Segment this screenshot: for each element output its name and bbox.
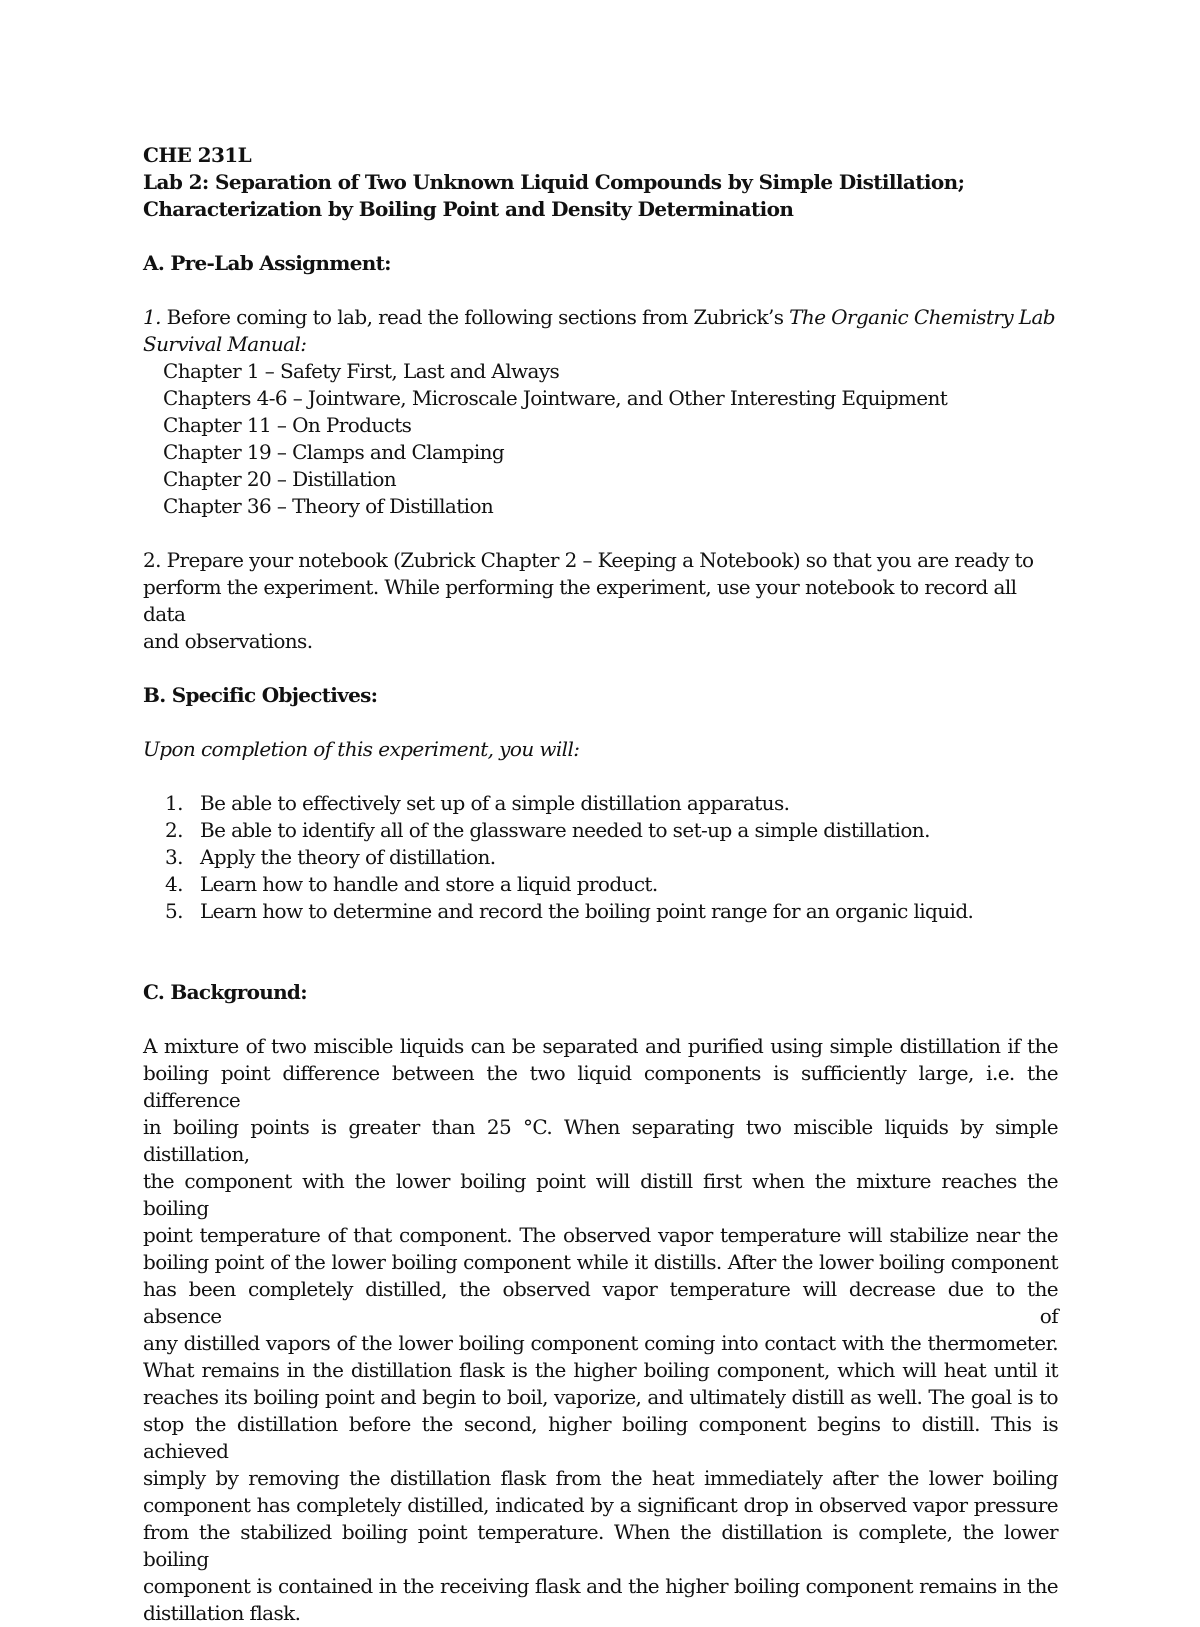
objectives-intro: Upon completion of this experiment, you will: <box>143 737 580 761</box>
objective-item <box>143 844 1058 871</box>
background-line: any distilled vapors of the lower boiling component coming into contact with the thermometer. <box>143 1331 1058 1355</box>
background-line: simply by removing the distillation flask from the heat immediately after the lower boiling <box>143 1466 1058 1490</box>
title-block <box>143 142 1058 223</box>
section-b-heading: B. Specific Objectives: <box>143 683 378 707</box>
background-paragraph <box>143 1033 1058 1627</box>
section-a-heading: A. Pre-Lab Assignment: <box>143 251 391 275</box>
objective-item <box>143 898 1058 925</box>
prelab-item-1 <box>143 304 1058 520</box>
objective-text: Learn how to handle and store a liquid product. <box>200 872 658 896</box>
background-line: has been completely distilled, the observed vapor temperature will decrease due to the absence of <box>143 1277 1058 1328</box>
chapter-item: Chapter 11 – On Products <box>163 413 412 437</box>
background-line: boiling point difference between the two liquid components is sufficiently large, i.e. the difference <box>143 1061 1058 1112</box>
objective-number: 2. <box>165 818 183 842</box>
background-line: stop the distillation before the second, higher boiling component begins to distill. This is achieved <box>143 1412 1058 1463</box>
objective-text: Learn how to determine and record the boiling point range for an organic liquid. <box>200 899 974 923</box>
background-line: reaches its boiling point and begin to boil, vaporize, and ultimately distill as well. The goal is to <box>143 1385 1058 1409</box>
chapter-list <box>143 358 1058 520</box>
background-line: boiling point of the lower boiling component while it distills. After the lower boiling component <box>143 1250 1058 1274</box>
book-title-line-2: Survival Manual: <box>143 332 307 356</box>
objective-text: Apply the theory of distillation. <box>200 845 496 869</box>
background-line: point temperature of that component. The observed vapor temperature will stabilize near the <box>143 1223 1058 1247</box>
objective-number: 5. <box>165 899 183 923</box>
background-line: component is contained in the receiving flask and the higher boiling component remains in the <box>143 1574 1058 1598</box>
prelab-item-1-number: 1. <box>143 305 161 329</box>
chapter-item: Chapters 4-6 – Jointware, Microscale Jointware, and Other Interesting Equipment <box>163 386 948 410</box>
background-line: distillation flask. <box>143 1601 301 1625</box>
course-code: CHE 231L <box>143 143 252 167</box>
prelab-item-2-line: 2. Prepare your notebook (Zubrick Chapter 2 – Keeping a Notebook) so that you are ready to <box>143 548 1034 572</box>
background-line: component has completely distilled, indicated by a significant drop in observed vapor pressure <box>143 1493 1058 1517</box>
chapter-item: Chapter 19 – Clamps and Clamping <box>163 440 505 464</box>
objective-item <box>143 790 1058 817</box>
lab-title-line-1: Lab 2: Separation of Two Unknown Liquid Compounds by Simple Distillation; <box>143 170 965 194</box>
objective-item <box>143 817 1058 844</box>
prelab-item-1-text: Before coming to lab, read the following sections from Zubrick’s <box>160 305 790 329</box>
objective-text: Be able to identify all of the glassware needed to set-up a simple distillation. <box>200 818 930 842</box>
objective-number: 1. <box>165 791 183 815</box>
background-line: from the stabilized boiling point temperature. When the distillation is complete, the lower boiling <box>143 1520 1058 1571</box>
book-title-line-1: The Organic Chemistry Lab <box>789 305 1056 329</box>
objective-item <box>143 871 1058 898</box>
objective-number: 4. <box>165 872 183 896</box>
chapter-item: Chapter 36 – Theory of Distillation <box>163 494 494 518</box>
background-line: in boiling points is greater than 25 °C. When separating two miscible liquids by simple distillation, <box>143 1115 1058 1166</box>
background-line: the component with the lower boiling point will distill first when the mixture reaches the boiling <box>143 1169 1058 1220</box>
section-c-heading: C. Background: <box>143 980 307 1004</box>
objectives-list <box>143 790 1058 925</box>
chapter-item: Chapter 1 – Safety First, Last and Always <box>163 359 560 383</box>
objective-text: Be able to effectively set up of a simple distillation apparatus. <box>200 791 790 815</box>
objective-number: 3. <box>165 845 183 869</box>
lab-title-line-2: Characterization by Boiling Point and Density Determination <box>143 197 794 221</box>
prelab-item-2-line: and observations. <box>143 629 313 653</box>
prelab-item-2 <box>143 547 1058 655</box>
prelab-item-2-line: perform the experiment. While performing the experiment, use your notebook to record all data <box>143 575 1017 626</box>
document-page <box>143 142 1058 1627</box>
background-line: A mixture of two miscible liquids can be separated and purified using simple distillation if the <box>143 1034 1058 1058</box>
chapter-item: Chapter 20 – Distillation <box>163 467 397 491</box>
background-line: What remains in the distillation flask is the higher boiling component, which will heat until it <box>143 1358 1058 1382</box>
